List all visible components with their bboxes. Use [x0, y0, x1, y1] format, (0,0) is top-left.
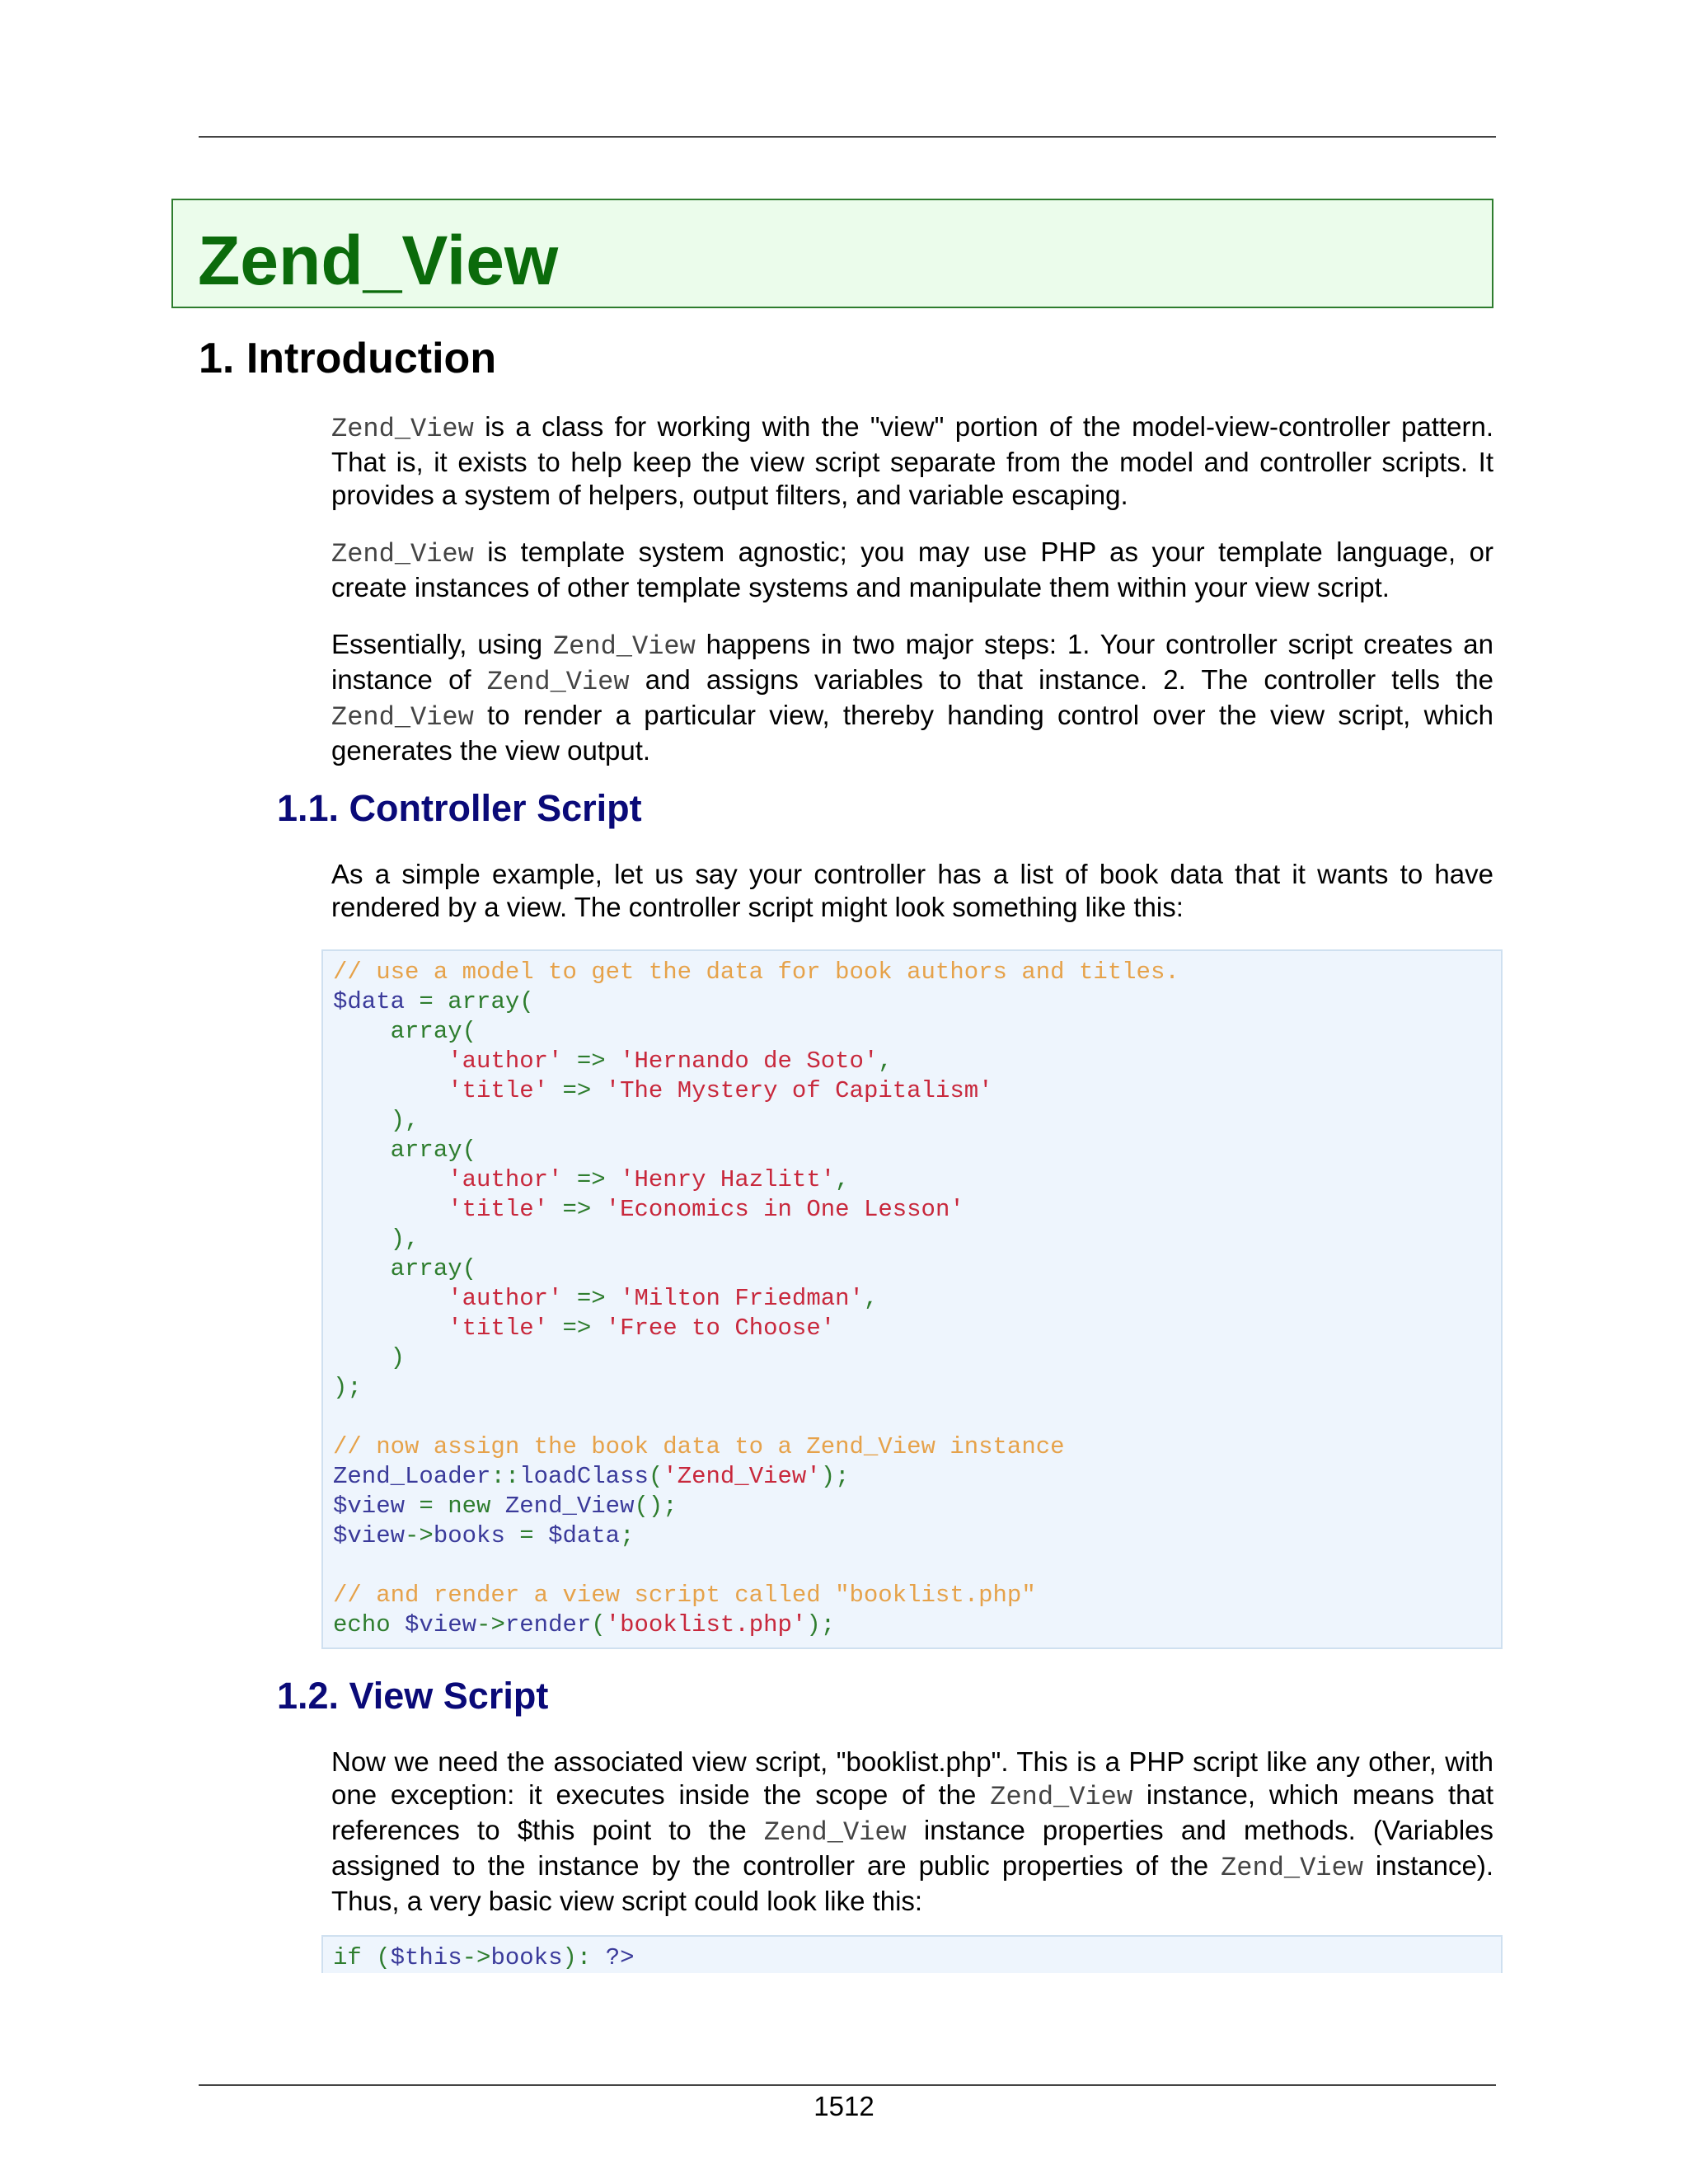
inline-code: Zend_View — [331, 539, 474, 569]
controller-paragraph: As a simple example, let us say your controller has a list of book data that it wants to have rendered by a view. The controller script might look something like this: — [331, 859, 1493, 922]
code-listing: if ($this->books): ?> — [333, 1944, 635, 1971]
inline-code: Zend_View — [331, 702, 474, 733]
section-title-introduction: 1. Introduction — [199, 335, 497, 382]
controller-code-block — [321, 949, 1503, 1649]
intro-paragraph-1: Zend_View is a class for working with the "view" portion of the model-view-controller pattern. That is, it exists to help keep the view script separate from the model and controller scripts. It provides a system of helpers, output filters, and variable escaping. — [331, 411, 1493, 510]
inline-code: Zend_View — [1221, 1853, 1363, 1883]
view-script-code-block — [321, 1935, 1503, 1973]
chapter-title: Zend_View — [198, 222, 559, 299]
header-rule — [199, 136, 1496, 138]
inline-code: Zend_View — [990, 1782, 1133, 1812]
inline-code: Zend_View — [763, 1817, 907, 1848]
inline-code: Zend_View — [331, 414, 474, 444]
page-number: 1512 — [814, 2091, 874, 2121]
inline-code: Zend_View — [486, 667, 630, 697]
inline-code: Zend_View — [552, 631, 696, 662]
subsection-title-controller-script: 1.1. Controller Script — [277, 787, 642, 829]
intro-paragraph-2: Zend_View is template system agnostic; you may use PHP as your template language, or create instances of other template systems and manipulate them within your view script. — [331, 537, 1493, 602]
footer-rule — [199, 2084, 1496, 2086]
code-listing: // use a model to get the data for book authors and titles. $data = array( array( 'author' => 'Hernando de Soto', 'title' => 'The Mystery of Capitalism' ), array( 'author' => 'Henry Hazlitt', 'title' => 'Economics in One Lesson' ), array( 'author' => 'Milton Friedman', 'title' => 'Free to Choose' ) ); // now assign the book data to a Zend_View instance Zend_Loader::loadClass('Zend_View'); $view = new Zend_View(); $view->books = $data; // and render a view script called "booklist.php" echo $view->render('booklist.php'); — [333, 958, 1179, 1638]
intro-paragraph-3: Essentially, using Zend_View happens in two major steps: 1. Your controller script creates an instance of Zend_View and assigns variables to that instance. 2. The controller tells the Zend_View to render a particular view, thereby handing control over the view script, which generates the view output. — [331, 629, 1493, 766]
view-script-paragraph: Now we need the associated view script, "booklist.php". This is a PHP script like any other, with one exception: it executes inside the scope of the Zend_View instance, which means that references to $this point to the Zend_View instance properties and methods. (Variables assigned to the instance by the controller are public properties of the Zend_View instance). Thus, a very basic view script could look like this: — [331, 1746, 1493, 1916]
subsection-title-view-script: 1.2. View Script — [277, 1675, 549, 1717]
